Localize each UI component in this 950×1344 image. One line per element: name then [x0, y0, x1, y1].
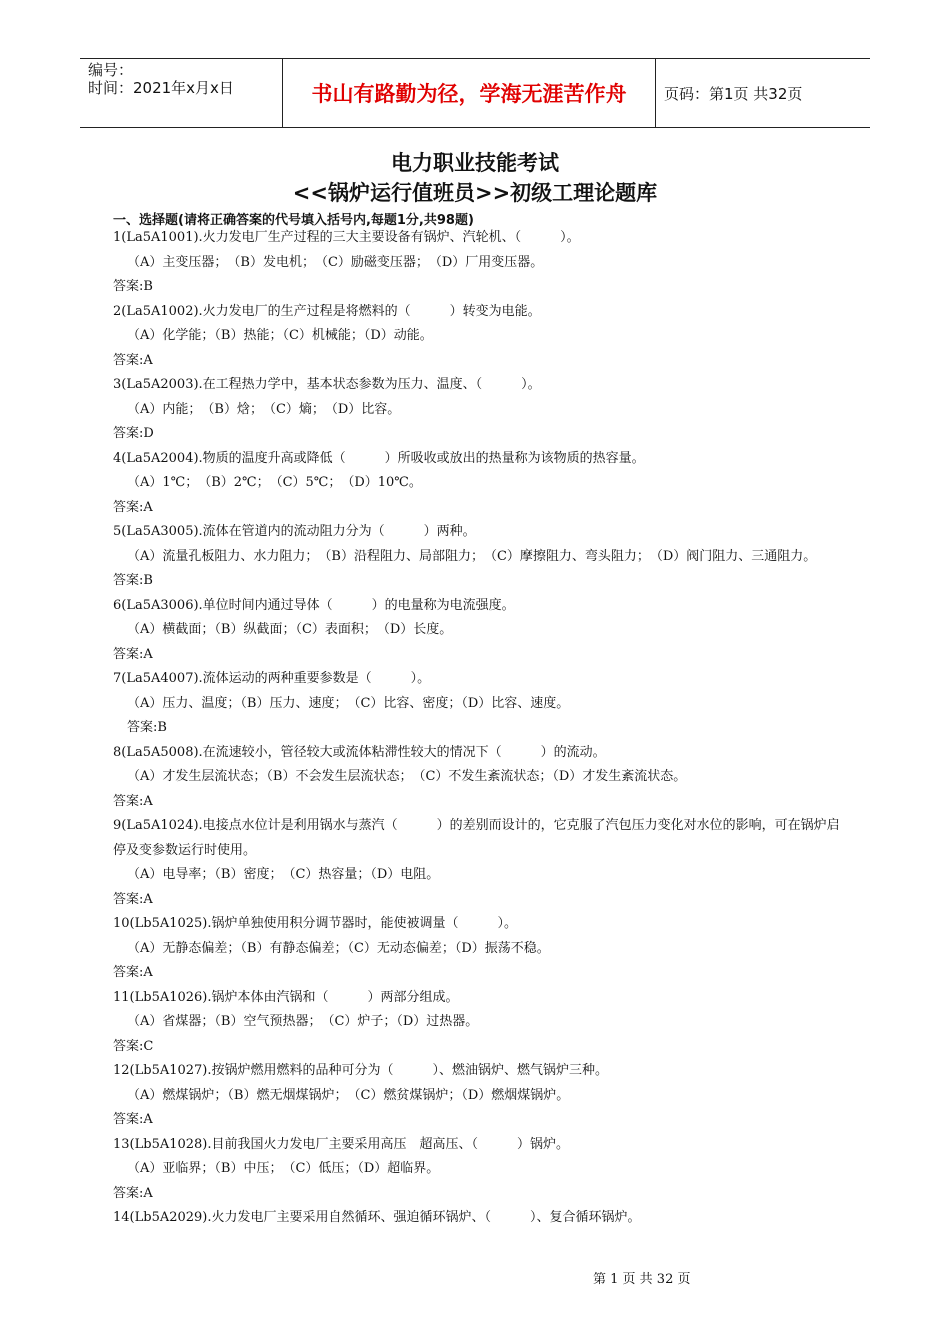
- question-options: （A）压力、温度；（B）压力、速度； （C）比容、密度；（D）比容、速度。: [127, 695, 570, 711]
- question-answer: 答案:A: [113, 499, 153, 515]
- question-options: （A）化学能；（B）热能；（C）机械能；（D）动能。: [127, 328, 433, 343]
- page-header: [80, 58, 870, 128]
- question-text: 3(La5A2003).在工程热力学中，基本状态参数为压力、温度、（ ）。: [113, 377, 541, 392]
- section-heading: 一、选择题(请将正确答案的代号填入括号内,每题1分,共98题): [113, 213, 474, 228]
- question-options: （A）才发生层流状态；（B）不会发生层流状态； （C）不发生紊流状态；（D）才发生紊流状态。: [127, 769, 687, 784]
- header-page-info: 页码：第1页 共32页: [664, 84, 803, 103]
- question-text: 9(La5A1024).电接点水位计是利用锅水与蒸汽（ ）的差别而设计的，它克服了汽包压力变化对水位的影响，可在锅炉启停及变参数运行时使用。: [113, 818, 840, 858]
- exam-subtitle: <<锅炉运行值班员>>初级工理论题库: [292, 181, 658, 205]
- document-number-label: 编号：: [88, 61, 134, 79]
- page-footer: 第 1 页 共 32 页: [593, 1272, 691, 1287]
- question-options: （A）主变压器； （B）发电机； （C）励磁变压器； （D）厂用变压器。: [127, 254, 544, 270]
- question-options: （A）内能； （B）焓； （C）熵； （D）比容。: [127, 401, 401, 417]
- question-text: 7(La5A4007).流体运动的两种重要参数是（ ）。: [113, 671, 431, 686]
- question-text: 6(La5A3006).单位时间内通过导体（ ）的电量称为电流强度。: [113, 597, 515, 613]
- header-left-cell: [80, 59, 288, 127]
- question-text: 12(Lb5A1027).按锅炉燃用燃料的品种可分为（ ）、燃油锅炉、燃气锅炉三种。: [113, 1063, 609, 1078]
- question-answer: 答案:B: [127, 720, 167, 735]
- question-text: 11(Lb5A1026).锅炉本体由汽锅和（ ）两部分组成。: [113, 989, 459, 1005]
- question-answer: 答案:A: [113, 891, 153, 907]
- question-item: [113, 226, 843, 300]
- document-time-label: 时间：2021年x月x日: [88, 79, 234, 97]
- question-text: 1(La5A1001).火力发电厂生产过程的三大主要设备有锅炉、汽轮机、（ ）。: [113, 230, 580, 245]
- question-item: [113, 986, 843, 1060]
- question-list: [113, 226, 843, 1231]
- question-answer: 答案:A: [113, 352, 153, 368]
- question-item: [113, 300, 843, 374]
- question-answer: 答案:A: [113, 646, 153, 662]
- question-text: 2(La5A1002).火力发电厂的生产过程是将燃料的（ ）转变为电能。: [113, 303, 541, 319]
- question-text: 14(Lb5A2029).火力发电厂主要采用自然循环、强迫循环锅炉、（ ）、复合循环锅炉。: [113, 1210, 641, 1225]
- question-item: [113, 667, 843, 741]
- question-answer: 答案:B: [113, 573, 153, 588]
- question-item: [113, 1059, 843, 1133]
- question-options: （A）电导率；（B）密度； （C）热容量；（D）电阻。: [127, 867, 440, 882]
- question-options: （A）亚临界；（B）中压； （C）低压；（D）超临界。: [127, 1161, 440, 1176]
- question-answer: 答案:C: [113, 1038, 154, 1054]
- question-options: （A）无静态偏差；（B）有静态偏差；（C）无动态偏差；（D）振荡不稳。: [127, 940, 550, 956]
- question-item: [113, 814, 843, 912]
- question-options: （A）燃煤锅炉；（B）燃无烟煤锅炉； （C）燃贫煤锅炉；（D）燃烟煤锅炉。: [127, 1087, 570, 1103]
- question-item: [113, 741, 843, 815]
- question-text: 5(La5A3005).流体在管道内的流动阻力分为（ ）两种。: [113, 524, 476, 539]
- question-text: 10(Lb5A1025).锅炉单独使用积分调节器时，能使被调量（ ）。: [113, 916, 518, 931]
- question-item: [113, 912, 843, 986]
- question-answer: 答案:A: [113, 1185, 153, 1201]
- question-options: （A）流量孔板阻力、水力阻力； （B）沿程阻力、局部阻力； （C）摩擦阻力、弯头阻力； （D）阀门阻力、三通阻力。: [127, 548, 817, 564]
- question-answer: 答案:A: [113, 1112, 153, 1127]
- question-answer: 答案:B: [113, 279, 153, 294]
- question-item: [113, 447, 843, 521]
- question-item: [113, 594, 843, 668]
- question-options: （A）1℃； （B）2℃； （C）5℃； （D）10℃。: [127, 475, 422, 490]
- question-options: （A）省煤器；（B）空气预热器； （C）炉子；（D）过热器。: [127, 1014, 479, 1029]
- question-text: 8(La5A5008).在流速较小，管径较大或流体粘滞性较大的情况下（ ）的流动。: [113, 744, 606, 760]
- question-answer: 答案:D: [113, 426, 154, 441]
- question-item: [113, 520, 843, 594]
- question-answer: 答案:A: [113, 965, 153, 980]
- question-answer: 答案:A: [113, 793, 153, 809]
- question-text: 13(Lb5A1028).目前我国火力发电厂主要采用高压 超高压、（ ）锅炉。: [113, 1136, 570, 1152]
- exam-title: 电力职业技能考试: [391, 151, 559, 175]
- question-item: [113, 1206, 843, 1231]
- question-text: 4(La5A2004).物质的温度升高或降低（ ）所吸收或放出的热量称为该物质的热容量。: [113, 450, 645, 466]
- question-item: [113, 373, 843, 447]
- question-item: [113, 1133, 843, 1207]
- header-motto: 书山有路勤为径，学海无涯苦作舟: [282, 59, 656, 127]
- question-options: （A）横截面；（B）纵截面；（C）表面积； （D）长度。: [127, 622, 453, 637]
